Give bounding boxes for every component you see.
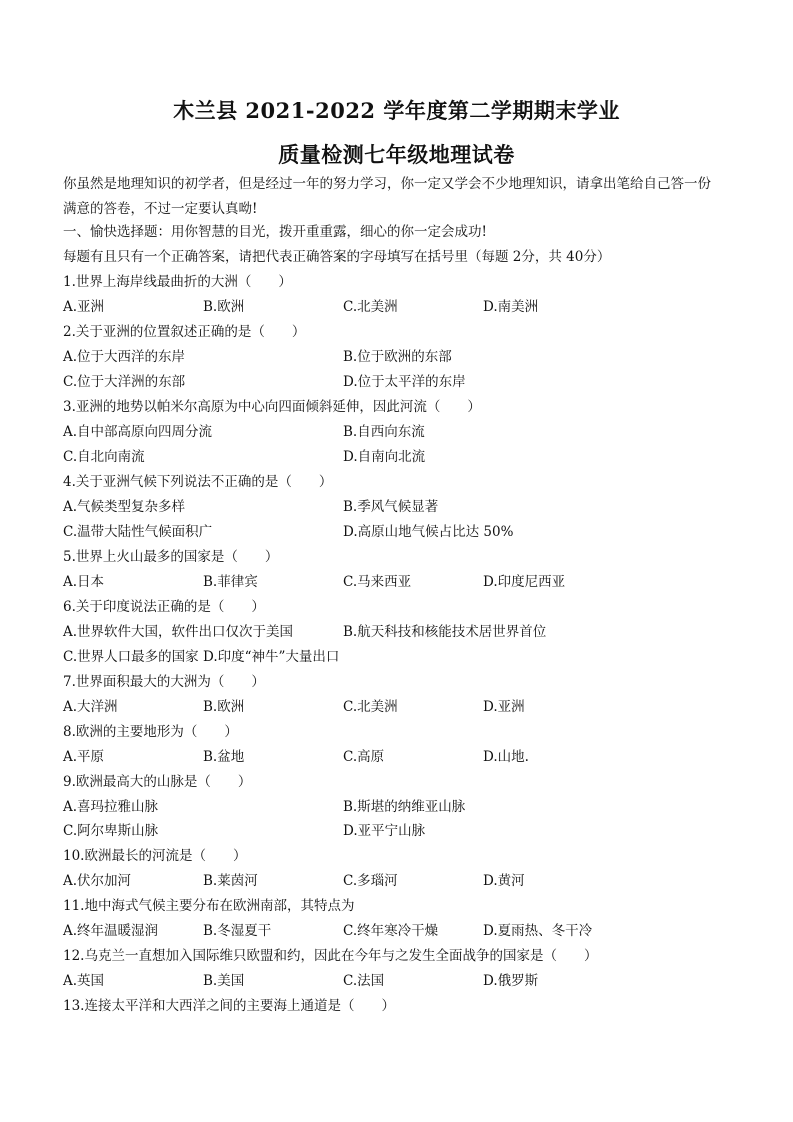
question-stem: 5.世界上火山最多的国家是（ ）: [63, 549, 279, 565]
option-a: A.亚洲: [63, 299, 105, 315]
question-stem: 7.世界面积最大的大洲为（ ）: [63, 674, 265, 690]
option-b: B.欧洲: [203, 299, 245, 315]
option-b: B.斯堪的纳维亚山脉: [343, 799, 466, 815]
question-stem: 1.世界上海岸线最曲折的大洲（ ）: [63, 274, 292, 290]
option-c: C.阿尔卑斯山脉: [63, 823, 159, 839]
option-b: B.美国: [203, 973, 245, 989]
option-d: D.黄河: [483, 873, 525, 889]
option-a: A.英国: [63, 973, 105, 989]
option-d: D.亚平宁山脉: [343, 823, 426, 839]
option-d: D.高原山地气候占比达 50%: [343, 524, 514, 540]
option-a: A.气候类型复杂多样: [63, 499, 186, 515]
question-stem: 4.关于亚洲气候下列说法不正确的是（ ）: [63, 474, 333, 490]
option-a: A.大洋洲: [63, 699, 118, 715]
option-d: D.亚洲: [483, 699, 525, 715]
option-a: A.伏尔加河: [63, 873, 132, 889]
option-d: D.南美洲: [483, 299, 539, 315]
option-c: C.温带大陆性气候面积广: [63, 524, 213, 540]
question-stem: 2.关于亚洲的位置叙述正确的是（ ）: [63, 324, 306, 340]
option-b: B.欧洲: [203, 699, 245, 715]
option-c: C.北美洲: [343, 699, 398, 715]
option-c: C.终年寒冷干燥: [343, 923, 439, 939]
option-d: D.自南向北流: [343, 449, 426, 465]
option-c: C.位于大洋洲的东部: [63, 374, 186, 390]
option-b: B.位于欧洲的东部: [343, 349, 452, 365]
option-b: B.盆地: [203, 749, 245, 765]
option-b: B.航天科技和核能技术居世界首位: [343, 624, 547, 640]
question-stem: 11.地中海式气候主要分布在欧洲南部，其特点为: [63, 898, 355, 914]
question-stem: 3.亚洲的地势以帕米尔高原为中心向四面倾斜延伸，因此河流（ ）: [63, 399, 481, 415]
option-c: C.马来西亚: [343, 574, 412, 590]
option-c: C.多瑙河: [343, 873, 398, 889]
option-b: B.季风气候显著: [343, 499, 439, 515]
option-c: C.世界人口最多的国家: [63, 649, 199, 665]
section-heading: 一、愉快选择题：用你智慧的目光，拨开重重露，细心的你一定会成功!: [63, 224, 487, 240]
intro-line-1: 你虽然是地理知识的初学者，但是经过一年的努力学习，你一定又学会不少地理知识，请拿出笔给自己答一份: [63, 176, 711, 192]
question-stem: 12.乌克兰一直想加入国际维只欧盟和约，因此在今年与之发生全面战争的国家是（ ）: [63, 948, 598, 964]
option-a: A.终年温暖湿润: [63, 923, 159, 939]
question-stem: 9.欧洲最高大的山脉是（ ）: [63, 774, 252, 790]
option-d: D.位于太平洋的东岸: [343, 374, 466, 390]
question-stem: 8.欧洲的主要地形为（ ）: [63, 724, 238, 740]
question-stem: 10.欧洲最长的河流是（ ）: [63, 848, 247, 864]
option-a: A.位于大西洋的东岸: [63, 349, 186, 365]
option-a: A.自中部高原向四周分流: [63, 424, 213, 440]
section-instruction: 每题有且只有一个正确答案，请把代表正确答案的字母填写在括号里（每题 2分，共 40分）: [63, 249, 611, 265]
intro-line-2: 满意的答卷，不过一定要认真呦!: [63, 201, 258, 217]
option-b: B.菲律宾: [203, 574, 258, 590]
option-b: B.莱茵河: [203, 873, 258, 889]
option-c: C.法国: [343, 973, 385, 989]
exam-title-line2: 质量检测七年级地理试卷: [278, 142, 515, 167]
option-c: C.自北向南流: [63, 449, 145, 465]
option-a: A.喜玛拉雅山脉: [63, 799, 159, 815]
option-c: C.高原: [343, 749, 385, 765]
option-b: B.冬湿夏干: [203, 923, 272, 939]
exam-title-line1: 木兰县 2021-2022 学年度第二学期期末学业: [173, 98, 620, 123]
option-a: A.世界软件大国，软件出口仅次于美国: [63, 624, 294, 640]
option-a: A.日本: [63, 574, 105, 590]
option-d: D.俄罗斯: [483, 973, 539, 989]
option-b: B.自西向东流: [343, 424, 425, 440]
question-stem: 6.关于印度说法正确的是（ ）: [63, 599, 265, 615]
option-d: D.山地.: [483, 749, 529, 765]
option-d: D.印度“神牛”大量出口: [203, 649, 340, 665]
option-d: D.印度尼西亚: [483, 574, 566, 590]
option-c: C.北美洲: [343, 299, 398, 315]
question-stem: 13.连接太平洋和大西洋之间的主要海上通道是（ ）: [63, 998, 395, 1014]
option-a: A.平原: [63, 749, 105, 765]
option-d: D.夏雨热、冬干冷: [483, 923, 593, 939]
